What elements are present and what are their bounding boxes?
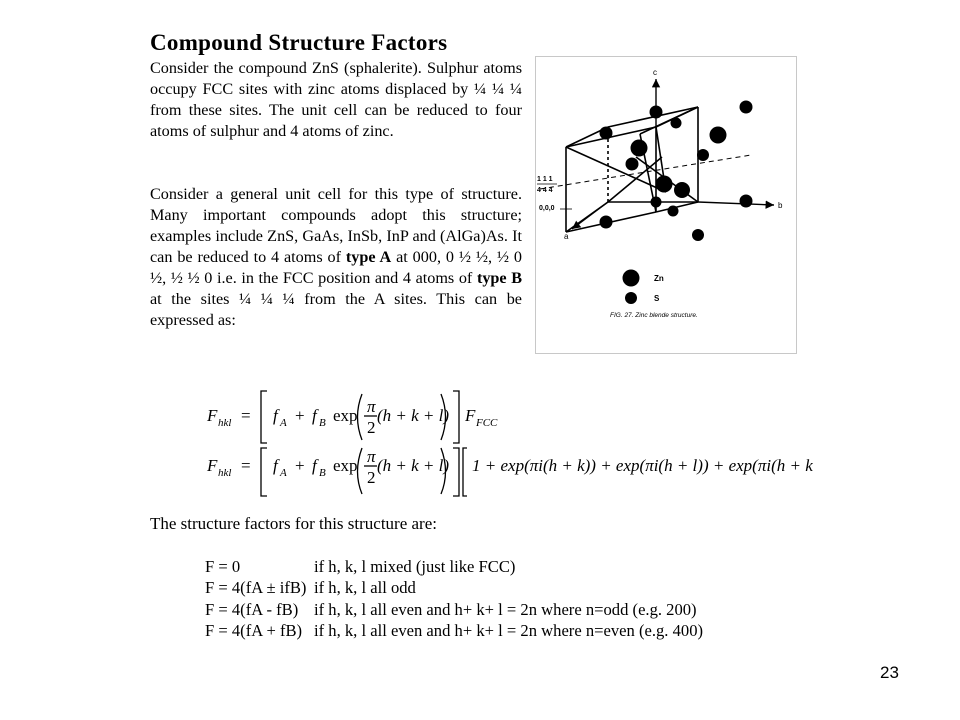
eq1-two: 2 [367,418,376,437]
paragraph-part1: Consider a general unit cell for this type of structure. Many important compounds adopt this structure; examples include ZnS, GaAs, InSb, InP and (AlGa)As. It can be reduced to 4 atoms of [150,185,522,266]
eq1-lhs: F [207,406,218,425]
eq2-left-paren [358,448,363,494]
sf-row [205,556,703,577]
paragraph-sphalerite: Consider the compound ZnS (sphalerite). Sulphur atoms occupy FCC sites with zinc atoms displaced by ¼ ¼ ¼ from these sites. The unit cell can be reduced to four atoms of sulphur and 4 atoms of zinc. [150,59,522,140]
axis-b-label: b [778,201,783,210]
eq1-right-bracket [453,391,459,443]
eq2-inner-bracket [463,448,467,496]
sf-row-2-lhs: F = 4(fA ± ifB) [205,578,307,598]
zn-legend-symbol [623,270,640,287]
sf-row-3-rhs: if h, k, l all even and h+ k+ l = 2n where n=odd (e.g. 200) [314,599,697,619]
eq1-hkl: (h + k + l) [377,406,450,425]
eq2-lhs-sub: hkl [218,467,232,479]
eq2-fa: f [273,456,278,475]
sf-row-1-lhs: F = 0 [205,557,241,576]
structure-factors-list [205,556,703,641]
eq1-fa: f [273,406,278,425]
equation-2-svg [205,446,815,504]
eq1-fb-sub: B [319,417,326,429]
s-legend-label: S [654,294,660,303]
eq2-fcc-expansion: 1 + exp(πi(h + k)) + exp(πi(h + l)) + exp(πi(h + k [472,456,813,475]
eq2-pi: π [367,447,376,466]
eq1-left-bracket [261,391,267,443]
sf-row [205,599,703,620]
paragraph-part2: at 000, 0 ½ ½, ½ 0 ½, ½ ½ 0 i.e. in the FCC position and 4 atoms of [150,248,523,287]
eq1-equals: = [241,406,251,425]
equation-1-svg [205,388,505,446]
eq2-fb-sub: B [319,467,326,479]
fraction-denominators: 4 4 4 [537,187,553,194]
eq2-fb: f [312,456,317,475]
s-legend-symbol [625,292,637,304]
eq2-lhs: F [207,456,218,475]
eq2-right-bracket [453,448,459,496]
eq2-exp: exp [333,456,358,475]
figure-caption: FIG. 27. Zinc blende structure. [610,312,698,319]
sf-row-3-lhs: F = 4(fA - fB) [205,599,299,619]
eq2-fa-sub: A [280,467,287,479]
eq1-ffcc-sub: FCC [476,417,498,429]
sf-row-4-rhs: if h, k, l all even and h+ k+ l = 2n where n=even (e.g. 400) [314,620,704,640]
zn-legend-label: Zn [654,274,664,283]
eq1-fa-sub: A [280,417,287,429]
axis-c-label: c [653,68,657,77]
eq1-lhs-sub: hkl [218,417,232,429]
sf-row [205,620,703,641]
eq1-plus: + [295,406,305,425]
sf-row-2-rhs: if h, k, l all odd [314,578,416,598]
eq1-exp: exp [333,406,358,425]
paragraph-part3: at the sites ¼ ¼ ¼ from the A sites. This can be expressed as: [150,290,522,329]
eq1-pi: π [367,397,376,416]
eq1-left-paren [358,394,363,440]
eq2-equals: = [241,456,251,475]
zinc-blende-diagram [536,57,796,353]
sf-row [205,577,703,598]
fraction-numerators: 1 1 1 [537,176,553,183]
origin-label: 0,0,0 [539,205,555,212]
equation-2 [205,446,815,509]
equation-1 [205,388,505,451]
page-number: 23 [880,663,899,682]
sf-row-1-rhs: if h, k, l mixed (just like FCC) [314,557,516,576]
structure-factors-intro: The structure factors for this structure are: [150,514,437,533]
type-b-label: type B [476,269,523,287]
eq2-hkl: (h + k + l) [377,456,450,475]
type-a-label: type A [345,248,392,266]
eq1-fb: f [312,406,317,425]
eq2-two: 2 [367,468,376,487]
paragraph-general-cell [150,184,522,331]
eq1-ffcc: F [465,406,476,425]
sf-row-4-lhs: F = 4(fA + fB) [205,620,303,640]
slide-title: Compound Structure Factors [150,30,448,55]
eq2-left-bracket [261,448,267,496]
zinc-atoms [631,127,727,199]
eq2-plus: + [295,456,305,475]
axis-a-label: a [564,232,569,241]
zinc-blende-figure [535,56,797,354]
